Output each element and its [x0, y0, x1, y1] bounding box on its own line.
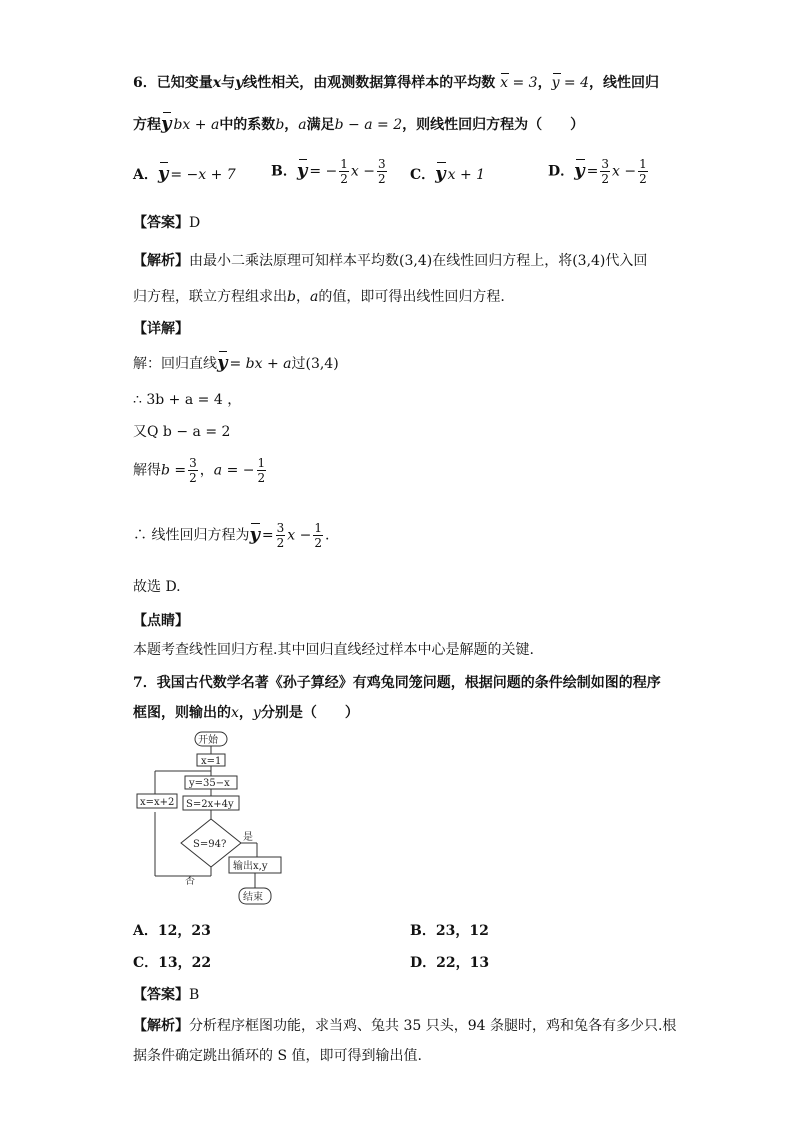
text: 满足	[306, 117, 335, 133]
text: 本题考查线性回归方程.其中回归直线经过样本中心是解题的关键.	[133, 642, 534, 658]
option-label: B．	[271, 163, 297, 180]
q7-stem-line1	[133, 672, 661, 692]
yhat-icon: y	[435, 163, 446, 184]
flow-y-label: y=35−x	[189, 778, 230, 789]
var-a: a	[309, 289, 319, 305]
xbar-eq: x = 3	[500, 75, 538, 91]
fraction: $\frac{1}{2}$	[639, 157, 647, 186]
option-label: C．	[133, 955, 159, 971]
eq: b =	[161, 462, 187, 479]
text: 在线性回归方程上，将	[432, 253, 573, 269]
q7-answer	[133, 984, 199, 1004]
text: 方程	[133, 117, 161, 133]
var-a: a	[298, 117, 307, 133]
q7-option-b[interactable]	[410, 920, 489, 940]
ybar-eq: y = 4	[551, 75, 590, 91]
q6-detail-line5	[133, 521, 329, 550]
q6-detail-line2	[133, 389, 241, 409]
fraction: $\frac{3}{2}$	[276, 521, 285, 550]
option-text: 13，22	[158, 955, 212, 971]
eq-model: bx + a	[173, 117, 220, 133]
q7-option-d[interactable]	[410, 952, 489, 972]
eq: = bx + a	[229, 356, 292, 372]
q7-option-c[interactable]	[133, 952, 211, 972]
option-label: A．	[133, 167, 158, 183]
option-text: 12，23	[157, 923, 211, 939]
answer-tag: 【答案】	[133, 987, 189, 1003]
flow-init-label: x=1	[201, 756, 222, 767]
q7-analysis-line1	[133, 1015, 676, 1035]
text: 归方程，联立方程组求出	[133, 289, 287, 305]
yhat-icon: y	[217, 352, 228, 373]
option-expr: x + 1	[447, 167, 486, 183]
eq: ∴ 3b + a = 4 ，	[133, 392, 242, 408]
yhat-icon: y	[296, 159, 308, 181]
text: 解得	[133, 462, 161, 479]
q6-detail-line6	[133, 576, 181, 596]
text: 与	[221, 75, 236, 91]
q7-stem-line2	[133, 702, 359, 722]
fraction: $\frac{1}{2}$	[257, 456, 266, 485]
analysis-tag: 【解析】	[133, 253, 189, 269]
option-expr: x −	[350, 163, 375, 180]
q6-comment-tag	[133, 610, 189, 630]
q7-option-a[interactable]	[133, 920, 211, 940]
text: 6．已知变量	[133, 75, 213, 91]
text: ，线性回归	[589, 75, 660, 91]
text: ，	[238, 705, 253, 721]
flow-no-label: 否	[185, 876, 195, 887]
flow-end-label: 结束	[243, 892, 263, 903]
eq: a = −	[213, 462, 255, 479]
q6-option-a[interactable]	[133, 163, 236, 184]
option-text: 23，12	[435, 923, 489, 939]
point: (3,4)	[305, 356, 339, 372]
q6-analysis-line1	[133, 250, 647, 270]
text: 框图，则输出的	[133, 705, 231, 721]
text: .	[325, 527, 330, 544]
q6-detail-tag	[133, 318, 189, 338]
yhat-icon: y	[574, 159, 585, 181]
q6-answer	[133, 212, 200, 232]
detail-tag: 【详解】	[133, 321, 189, 337]
text: 中的系数	[219, 117, 276, 133]
option-expr: x −	[611, 163, 637, 180]
q6-option-d[interactable]	[548, 157, 650, 186]
option-label: D．	[410, 955, 437, 971]
q6-option-c[interactable]	[410, 163, 485, 184]
text: ，	[199, 462, 214, 479]
comment-tag: 【点睛】	[133, 613, 189, 629]
text: 解：回归直线	[133, 356, 217, 372]
text: ，	[295, 289, 310, 305]
answer-value: B	[189, 987, 200, 1003]
var-b: b	[287, 289, 296, 305]
text: 由最小二乘法原理可知样本平均数	[189, 253, 399, 269]
option-label: B．	[410, 923, 436, 939]
flow-start-label: 开始	[198, 735, 218, 746]
yhat-icon: y	[249, 523, 260, 545]
eq: x −	[287, 527, 312, 544]
text: 过	[291, 356, 306, 372]
option-expr: = −	[309, 163, 338, 180]
eq: 又Q b − a = 2	[133, 424, 231, 440]
text: 7．我国古代数学名著《孙子算经》有鸡兔同笼问题，根据问题的条件绘制如图的程序	[133, 675, 661, 691]
flow-cond-label: S=94?	[193, 839, 227, 850]
text: ，	[284, 117, 299, 133]
option-text: 22，13	[436, 955, 490, 971]
option-label: D．	[548, 163, 575, 180]
option-label: C．	[410, 167, 436, 183]
q7-analysis-line2	[133, 1045, 422, 1065]
fraction: $\frac{3}{2}$	[377, 157, 386, 186]
flow-output-label: 输出x,y	[233, 861, 268, 872]
text: 分析程序框图功能，求当鸡、兔共 35 只头，94 条腿时，鸡和兔各有多少只.根	[189, 1018, 677, 1034]
option-label: A．	[133, 923, 158, 939]
fraction: $\frac{1}{2}$	[314, 521, 323, 550]
q6-detail-line4	[133, 456, 268, 485]
fraction: $\frac{3}{2}$	[601, 157, 609, 186]
yhat-icon: y	[157, 163, 169, 184]
text: ，	[537, 75, 552, 91]
q6-analysis-line2	[133, 286, 505, 306]
var-x: x	[212, 75, 222, 91]
q6-option-b[interactable]	[271, 157, 389, 186]
point: (3,4)	[399, 253, 433, 269]
q6-stem-line1	[133, 72, 659, 92]
flowchart	[133, 730, 293, 912]
text: 据条件确定跳出循环的 S 值，即可得到输出值.	[133, 1048, 422, 1064]
text: 代入回	[605, 253, 648, 269]
flow-inc-label: x=x+2	[140, 797, 175, 808]
eq: =	[261, 527, 274, 544]
var-b: b	[275, 117, 285, 133]
text: 的值，即可得出线性回归方程.	[318, 289, 505, 305]
analysis-tag: 【解析】	[133, 1018, 189, 1034]
q6-detail-line3	[133, 421, 230, 441]
point: (3,4)	[572, 253, 606, 269]
text: ，则线性回归方程为（ ）	[402, 117, 585, 133]
var-x: x	[231, 705, 239, 721]
text: 分别是（ ）	[260, 705, 359, 721]
flow-s-label: S=2x+4y	[186, 799, 234, 810]
var-y: y	[235, 75, 244, 91]
q6-comment	[133, 639, 534, 659]
var-y: y	[252, 705, 261, 721]
condition: b − a = 2	[334, 117, 403, 133]
text: ∴ 线性回归方程为	[133, 527, 250, 544]
q6-stem-line2	[133, 113, 584, 134]
option-expr: = −x + 7	[170, 167, 236, 183]
answer-value: D	[189, 215, 201, 231]
q6-detail-line1	[133, 352, 339, 373]
text: 线性相关，由观测数据算得样本的平均数	[243, 75, 496, 91]
fraction: $\frac{1}{2}$	[340, 157, 348, 186]
answer-tag: 【答案】	[133, 215, 189, 231]
text: 故选 D.	[133, 579, 181, 595]
flow-yes-label: 是	[243, 832, 253, 843]
fraction: $\frac{3}{2}$	[189, 456, 197, 485]
option-expr: =	[586, 163, 599, 180]
yhat-icon: y	[161, 113, 172, 134]
